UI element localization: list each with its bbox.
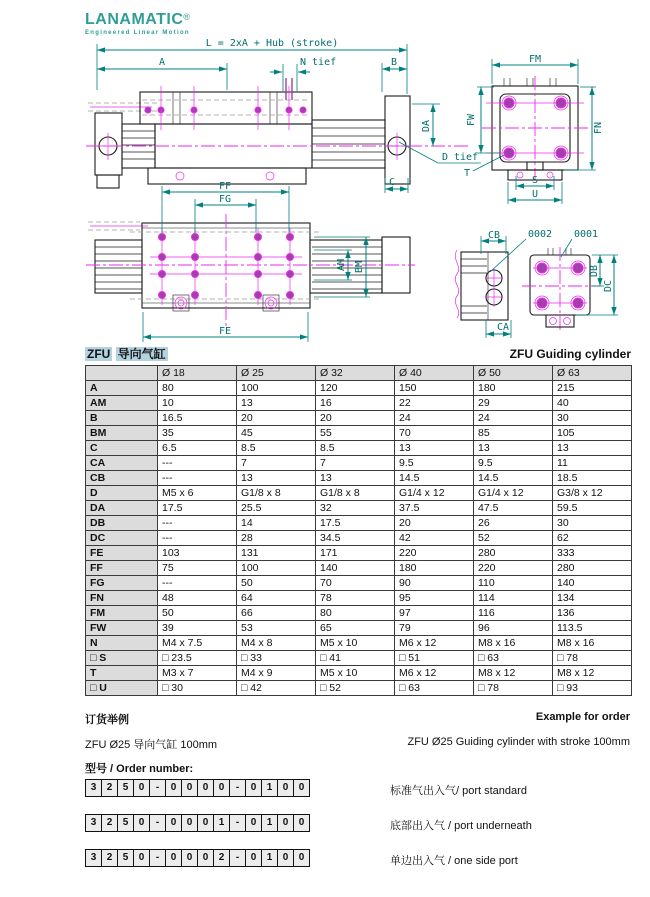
- bottom-view: [522, 229, 618, 330]
- table-row: [86, 411, 632, 426]
- column-header: Ø 63: [553, 366, 632, 381]
- code-cell: 1: [261, 814, 278, 832]
- order-example: [85, 736, 630, 752]
- code-cell: 0: [165, 779, 182, 797]
- dimension-table-body: [86, 381, 632, 696]
- row-label: D: [86, 486, 158, 501]
- column-header: Ø 18: [158, 366, 237, 381]
- code-cell: -: [149, 814, 166, 832]
- row-label: AM: [86, 396, 158, 411]
- top-view-dimensions: [143, 181, 370, 342]
- dimension-value: M8 x 16: [553, 636, 632, 651]
- order-heading-zh: 订货举例: [85, 714, 129, 726]
- dimension-value: ---: [158, 456, 237, 471]
- dimension-value: 20: [395, 516, 474, 531]
- dimension-value: 103: [158, 546, 237, 561]
- brand-name: LANAMATIC: [85, 11, 184, 28]
- dimension-value: 100: [237, 561, 316, 576]
- row-label: □ S: [86, 651, 158, 666]
- dimension-value: 79: [395, 621, 474, 636]
- dimension-value: 96: [474, 621, 553, 636]
- row-label: FM: [86, 606, 158, 621]
- dim-label-s: S: [531, 175, 539, 186]
- table-title-left: [85, 345, 168, 362]
- row-label: DB: [86, 516, 158, 531]
- row-label: N: [86, 636, 158, 651]
- dimension-value: M8 x 12: [553, 666, 632, 681]
- code-cell: 2: [101, 814, 118, 832]
- code-cell: 0: [197, 779, 214, 797]
- code-cell: 0: [293, 779, 310, 797]
- row-label: B: [86, 411, 158, 426]
- dimension-value: 80: [158, 381, 237, 396]
- dimension-value: 95: [395, 591, 474, 606]
- dimension-value: 8.5: [237, 441, 316, 456]
- order-code-boxes: [85, 849, 645, 867]
- code-cell: 0: [277, 849, 294, 867]
- table-row: [86, 486, 632, 501]
- dimension-value: 55: [316, 426, 395, 441]
- dimension-value: 11: [553, 456, 632, 471]
- column-header: Ø 50: [474, 366, 553, 381]
- dimension-value: G1/8 x 8: [237, 486, 316, 501]
- table-header-row: [86, 366, 632, 381]
- code-cell: 1: [261, 849, 278, 867]
- dimension-value: G1/8 x 8: [316, 486, 395, 501]
- dimension-value: 97: [395, 606, 474, 621]
- dim-label-fm: FM: [528, 54, 542, 65]
- row-label: BM: [86, 426, 158, 441]
- dimension-value: 64: [237, 591, 316, 606]
- table-row: [86, 561, 632, 576]
- dim-label-bm: BM: [354, 260, 365, 274]
- dimension-value: 220: [395, 546, 474, 561]
- dimension-value: 131: [237, 546, 316, 561]
- code-cell: 0: [165, 814, 182, 832]
- code-cell: 0: [165, 849, 182, 867]
- row-label: CB: [86, 471, 158, 486]
- table-row: [86, 381, 632, 396]
- dimension-value: G1/4 x 12: [474, 486, 553, 501]
- code-cell: 3: [85, 779, 102, 797]
- dim-label-fe: FE: [218, 326, 232, 337]
- dimension-value: 50: [158, 606, 237, 621]
- row-label: A: [86, 381, 158, 396]
- dim-label-d-tief: D tief: [441, 152, 479, 163]
- dimension-value: 116: [474, 606, 553, 621]
- dimension-value: □ 51: [395, 651, 474, 666]
- code-cell: 2: [101, 849, 118, 867]
- dimension-value: □ 52: [316, 681, 395, 696]
- row-label: FW: [86, 621, 158, 636]
- dimension-value: □ 78: [474, 681, 553, 696]
- row-label: T: [86, 666, 158, 681]
- dim-label-ff: FF: [218, 181, 232, 192]
- dimension-value: 8.5: [316, 441, 395, 456]
- dim-label-am: AM: [336, 258, 347, 272]
- dim-label-length: L = 2xA + Hub (stroke): [205, 38, 339, 49]
- code-cell: 3: [85, 814, 102, 832]
- table-row: [86, 501, 632, 516]
- code-cell: 1: [261, 779, 278, 797]
- table-title-en: ZFU Guiding cylinder: [509, 347, 631, 361]
- corner-cell: [86, 366, 158, 381]
- table-row: [86, 471, 632, 486]
- dimension-value: 50: [237, 576, 316, 591]
- order-code-description: 标准气出入气/ port standard: [390, 785, 527, 797]
- dimension-value: ---: [158, 576, 237, 591]
- dim-label-u: U: [531, 189, 539, 200]
- table-row: [86, 546, 632, 561]
- order-example-zh: ZFU Ø25 导向气缸 100mm: [85, 739, 218, 751]
- column-header: Ø 25: [237, 366, 316, 381]
- order-number-label: 型号 / Order number:: [85, 763, 194, 775]
- dim-label-dc: DC: [603, 279, 614, 293]
- dimension-value: M5 x 6: [158, 486, 237, 501]
- dimension-value: 180: [474, 381, 553, 396]
- dimension-value: M8 x 12: [474, 666, 553, 681]
- dimension-value: □ 63: [474, 651, 553, 666]
- table-row: [86, 621, 632, 636]
- order-example-en: ZFU Ø25 Guiding cylinder with stroke 100mm: [407, 736, 630, 748]
- code-cell: 0: [197, 814, 214, 832]
- dimension-value: □ 93: [553, 681, 632, 696]
- dimension-value: 37.5: [395, 501, 474, 516]
- dimension-value: 17.5: [158, 501, 237, 516]
- table-row: [86, 531, 632, 546]
- dimension-value: 110: [474, 576, 553, 591]
- dimension-value: 14.5: [474, 471, 553, 486]
- dimension-value: 134: [553, 591, 632, 606]
- order-code-row: [85, 849, 645, 869]
- code-cell: 0: [133, 814, 150, 832]
- dimension-value: 14: [237, 516, 316, 531]
- dimension-value: M4 x 8: [237, 636, 316, 651]
- code-cell: 0: [245, 814, 262, 832]
- dimension-value: 28: [237, 531, 316, 546]
- code-cell: 0: [181, 814, 198, 832]
- order-code-boxes: [85, 814, 645, 832]
- dimension-value: 42: [395, 531, 474, 546]
- dimension-value: ---: [158, 516, 237, 531]
- table-row: [86, 426, 632, 441]
- code-cell: 0: [293, 849, 310, 867]
- row-label: FN: [86, 591, 158, 606]
- dimension-value: ---: [158, 471, 237, 486]
- dimension-value: M6 x 12: [395, 636, 474, 651]
- table-row: [86, 636, 632, 651]
- dimension-value: 13: [237, 471, 316, 486]
- dimension-value: 220: [474, 561, 553, 576]
- side-view: [86, 78, 471, 188]
- dimension-value: 6.5: [158, 441, 237, 456]
- dimension-value: 66: [237, 606, 316, 621]
- dimension-value: 13: [553, 441, 632, 456]
- order-code-row: [85, 814, 645, 834]
- dimension-value: 13: [237, 396, 316, 411]
- dimension-value: 140: [316, 561, 395, 576]
- dimension-value: □ 63: [395, 681, 474, 696]
- dimension-value: 16: [316, 396, 395, 411]
- dimension-value: 53: [237, 621, 316, 636]
- table-row: [86, 441, 632, 456]
- dim-label-fn: FN: [593, 121, 604, 135]
- dimension-value: 30: [553, 411, 632, 426]
- dim-label-c: C: [388, 177, 396, 188]
- dimension-value: 65: [316, 621, 395, 636]
- end-view: [482, 76, 588, 180]
- table-row: [86, 651, 632, 666]
- ref-label-0002: 0002: [528, 229, 553, 240]
- dimension-value: 52: [474, 531, 553, 546]
- dimension-value: 90: [395, 576, 474, 591]
- dimension-value: M8 x 16: [474, 636, 553, 651]
- table-row: [86, 606, 632, 621]
- code-cell: 5: [117, 849, 134, 867]
- code-cell: 2: [101, 779, 118, 797]
- dimension-value: M4 x 9: [237, 666, 316, 681]
- dimension-value: 280: [474, 546, 553, 561]
- order-heading: [85, 711, 630, 727]
- row-label: □ U: [86, 681, 158, 696]
- code-cell: 0: [277, 814, 294, 832]
- dimension-table: [85, 365, 632, 696]
- dim-label-n-tief: N tief: [300, 57, 337, 68]
- dimension-value: □ 30: [158, 681, 237, 696]
- dimension-value: 215: [553, 381, 632, 396]
- dimension-value: □ 78: [553, 651, 632, 666]
- dimension-value: 85: [474, 426, 553, 441]
- dimension-value: 18.5: [553, 471, 632, 486]
- dimension-value: 113.5: [553, 621, 632, 636]
- table-row: [86, 681, 632, 696]
- dimension-value: 20: [316, 411, 395, 426]
- table-row: [86, 396, 632, 411]
- row-label: DC: [86, 531, 158, 546]
- technical-drawing: [0, 0, 650, 344]
- code-cell: 0: [293, 814, 310, 832]
- column-header: Ø 40: [395, 366, 474, 381]
- dimension-value: 32: [316, 501, 395, 516]
- dimension-value: 333: [553, 546, 632, 561]
- dimension-value: 30: [553, 516, 632, 531]
- dimension-value: □ 23.5: [158, 651, 237, 666]
- code-cell: 0: [181, 779, 198, 797]
- code-cell: 0: [133, 849, 150, 867]
- dimension-value: 180: [395, 561, 474, 576]
- model-code: ZFU: [87, 347, 111, 361]
- dim-label-fw: FW: [466, 113, 477, 127]
- table-title: [85, 345, 631, 362]
- dimension-value: 9.5: [395, 456, 474, 471]
- dimension-value: 140: [553, 576, 632, 591]
- dimension-value: 34.5: [316, 531, 395, 546]
- dim-label-b: B: [390, 57, 398, 68]
- dimension-value: 45: [237, 426, 316, 441]
- dimension-value: 13: [316, 471, 395, 486]
- order-code-description: 单边出入气 / one side port: [390, 855, 518, 867]
- dimension-value: 78: [316, 591, 395, 606]
- dimension-value: 39: [158, 621, 237, 636]
- dimension-value: 13: [395, 441, 474, 456]
- dimension-value: 62: [553, 531, 632, 546]
- dimension-value: 80: [316, 606, 395, 621]
- dimension-value: 280: [553, 561, 632, 576]
- order-code-boxes: [85, 779, 645, 797]
- code-cell: 5: [117, 779, 134, 797]
- dimension-value: 48: [158, 591, 237, 606]
- dimension-value: 70: [316, 576, 395, 591]
- code-cell: -: [229, 814, 246, 832]
- row-label: FF: [86, 561, 158, 576]
- column-header: Ø 32: [316, 366, 395, 381]
- dim-label-da: DA: [421, 119, 432, 133]
- dimension-value: 75: [158, 561, 237, 576]
- dimension-value: G3/8 x 12: [553, 486, 632, 501]
- code-cell: -: [149, 849, 166, 867]
- dimension-value: G1/4 x 12: [395, 486, 474, 501]
- table-row: [86, 576, 632, 591]
- code-cell: 0: [181, 849, 198, 867]
- dimension-value: 24: [395, 411, 474, 426]
- row-label: FG: [86, 576, 158, 591]
- dimension-value: 100: [237, 381, 316, 396]
- code-cell: 0: [133, 779, 150, 797]
- dimension-value: 105: [553, 426, 632, 441]
- side-view-dimensions: [97, 38, 508, 193]
- code-cell: -: [149, 779, 166, 797]
- dim-label-t: T: [463, 168, 471, 179]
- table-row: [86, 591, 632, 606]
- dimension-value: 120: [316, 381, 395, 396]
- dimension-value: 171: [316, 546, 395, 561]
- dimension-value: □ 33: [237, 651, 316, 666]
- code-cell: 2: [213, 849, 230, 867]
- dim-label-a: A: [158, 57, 166, 68]
- dimension-value: 7: [316, 456, 395, 471]
- row-label: DA: [86, 501, 158, 516]
- dimension-value: □ 42: [237, 681, 316, 696]
- dimension-value: 29: [474, 396, 553, 411]
- dim-label-db: DB: [589, 264, 600, 278]
- dimension-value: □ 41: [316, 651, 395, 666]
- code-cell: -: [229, 779, 246, 797]
- code-cell: 0: [213, 779, 230, 797]
- dim-label-fg: FG: [218, 194, 232, 205]
- dimension-value: 13: [474, 441, 553, 456]
- dimension-value: M4 x 7.5: [158, 636, 237, 651]
- order-code-description: 底部出入气 / port underneath: [390, 820, 532, 832]
- registered-mark: ®: [183, 12, 191, 22]
- brand-tagline: Engineered Linear Motion: [85, 30, 190, 36]
- table-row: [86, 456, 632, 471]
- row-label: C: [86, 441, 158, 456]
- row-label: FE: [86, 546, 158, 561]
- dimension-value: 25.5: [237, 501, 316, 516]
- dimension-value: M5 x 10: [316, 666, 395, 681]
- row-label: CA: [86, 456, 158, 471]
- dimension-value: M5 x 10: [316, 636, 395, 651]
- code-cell: 1: [213, 814, 230, 832]
- dimension-value: 136: [553, 606, 632, 621]
- dim-label-cb: CB: [487, 230, 501, 241]
- dim-label-ca: CA: [496, 322, 510, 333]
- dimension-value: 47.5: [474, 501, 553, 516]
- table-row: [86, 516, 632, 531]
- dimension-value: 70: [395, 426, 474, 441]
- dimension-value: 35: [158, 426, 237, 441]
- dimension-value: 16.5: [158, 411, 237, 426]
- dimension-value: 20: [237, 411, 316, 426]
- code-cell: 5: [117, 814, 134, 832]
- dimension-value: 17.5: [316, 516, 395, 531]
- order-code-row: [85, 779, 645, 799]
- detail-view: [455, 229, 552, 338]
- code-cell: 3: [85, 849, 102, 867]
- dimension-value: ---: [158, 531, 237, 546]
- ref-label-0001: 0001: [574, 229, 599, 240]
- code-cell: 0: [245, 849, 262, 867]
- table-row: [86, 666, 632, 681]
- dimension-value: 40: [553, 396, 632, 411]
- dimension-value: 114: [474, 591, 553, 606]
- dimension-value: 7: [237, 456, 316, 471]
- dimension-value: 150: [395, 381, 474, 396]
- dimension-value: M3 x 7: [158, 666, 237, 681]
- dimension-value: 9.5: [474, 456, 553, 471]
- dimension-value: 26: [474, 516, 553, 531]
- dimension-value: 10: [158, 396, 237, 411]
- code-cell: 0: [245, 779, 262, 797]
- dimension-value: 24: [474, 411, 553, 426]
- code-cell: 0: [277, 779, 294, 797]
- code-cell: -: [229, 849, 246, 867]
- table-title-zh: 导向气缸: [117, 347, 166, 361]
- dimension-value: 59.5: [553, 501, 632, 516]
- code-cell: 0: [197, 849, 214, 867]
- dimension-value: M6 x 12: [395, 666, 474, 681]
- dimension-value: 14.5: [395, 471, 474, 486]
- order-heading-en: Example for order: [535, 711, 630, 723]
- dimension-value: 22: [395, 396, 474, 411]
